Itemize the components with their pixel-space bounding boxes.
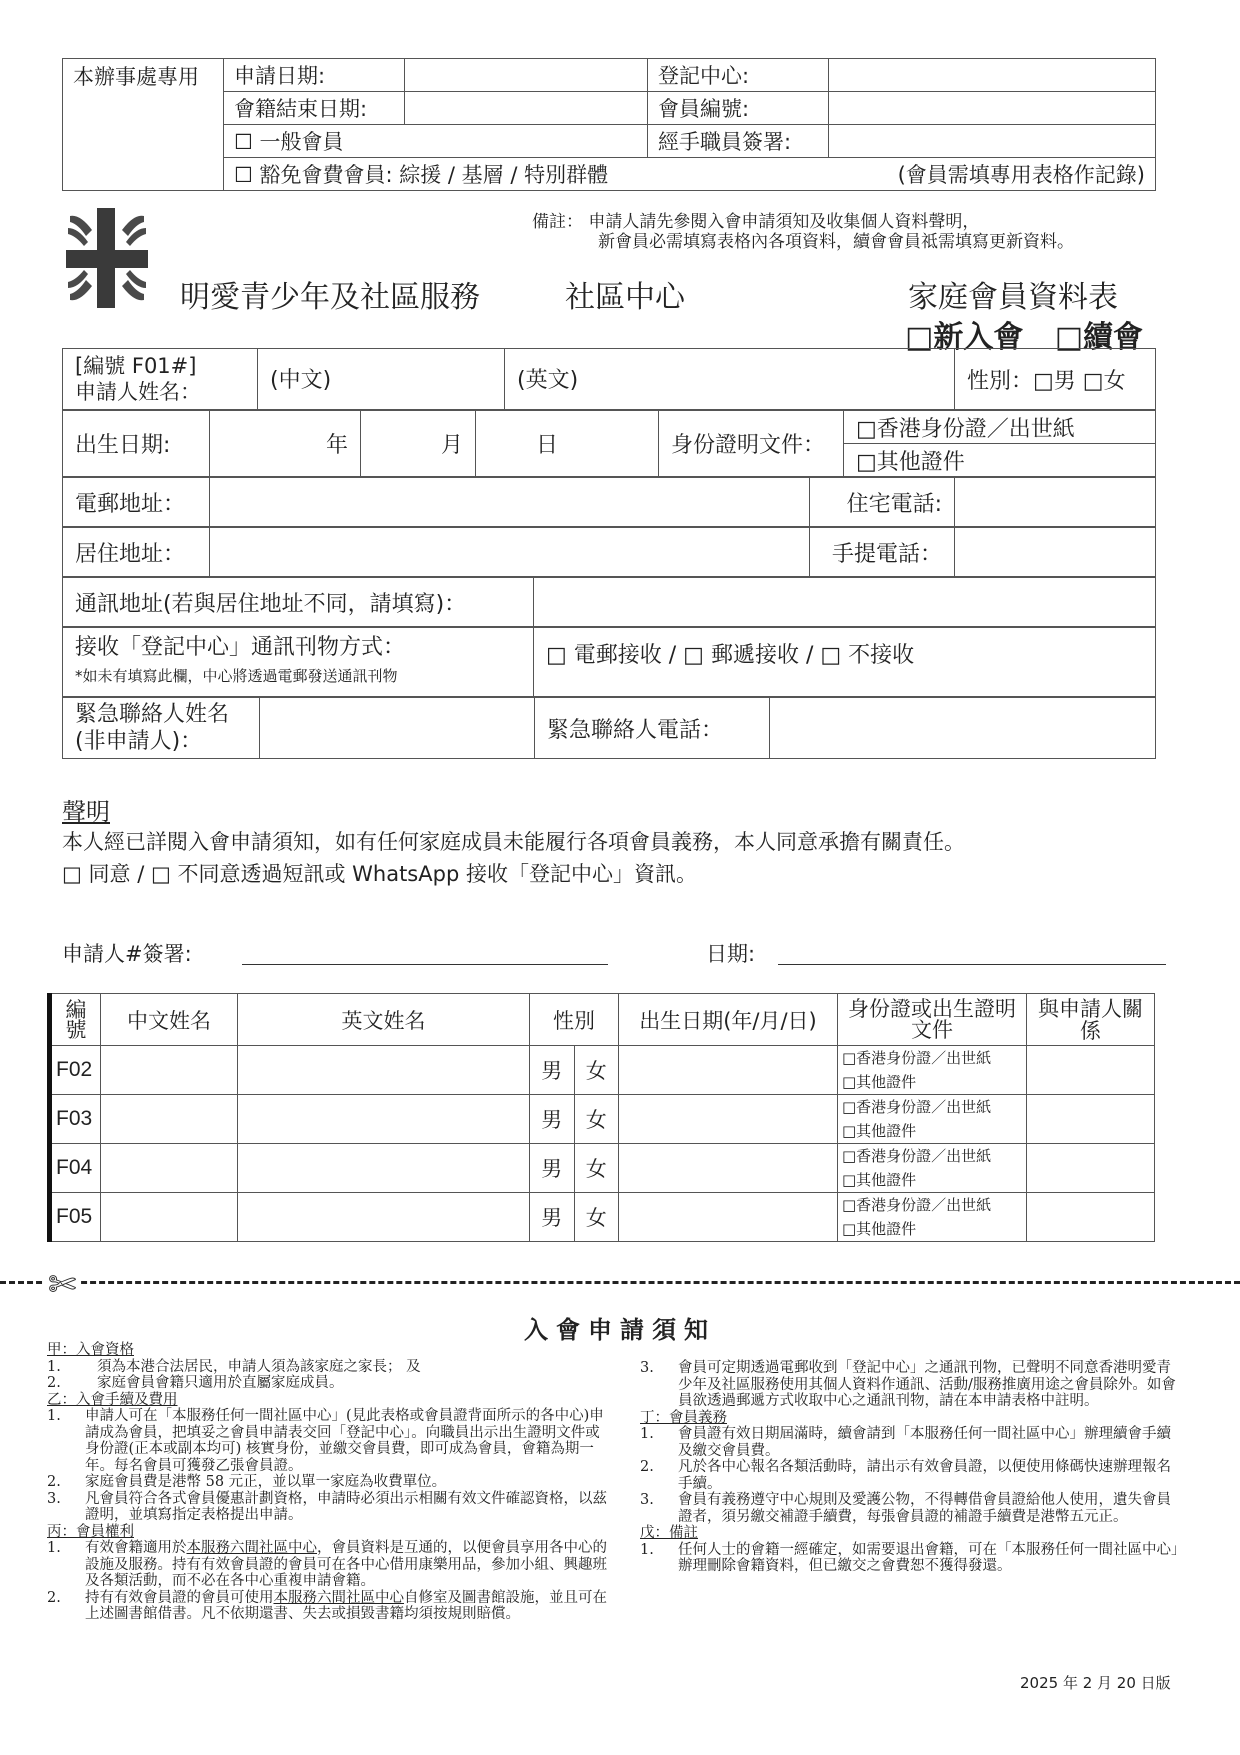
member-code: F02 bbox=[50, 1046, 101, 1095]
staff-sign-label: 經手職員簽署: bbox=[648, 125, 829, 158]
member-id-hkid-checkbox[interactable]: □香港身份證／出世紙 bbox=[842, 1098, 992, 1116]
member-id-other-checkbox[interactable]: □其他證件 bbox=[842, 1220, 917, 1238]
member-dob-field[interactable] bbox=[619, 1046, 838, 1095]
member-english-name-field[interactable] bbox=[238, 1095, 530, 1144]
family-member-row bbox=[50, 1193, 1155, 1242]
member-english-name-field[interactable] bbox=[238, 1193, 530, 1242]
section-obligations: 丁：會員義務 bbox=[640, 1409, 727, 1426]
mail-address-row bbox=[62, 577, 1156, 627]
dob-year[interactable]: 年 bbox=[210, 411, 361, 477]
note-line-2: 新會員必需填寫表格內各項資料，續會會員祗需填寫更新資料。 bbox=[598, 232, 1074, 252]
reg-center-label: 登記中心: bbox=[648, 59, 829, 92]
apply-date-field[interactable] bbox=[405, 59, 648, 92]
code-label: [編號 F01#] bbox=[75, 354, 197, 378]
member-id-hkid-checkbox[interactable]: □香港身份證／出世紙 bbox=[842, 1049, 992, 1067]
rights-item-1: 1. 有效會籍適用於本服務六間社區中心，會員資料是互通的，以便會員享用各中心的設施及服務。持有有效會員證的會員可在各中心借用康樂用品，參加小組、興趣班及各類活動，而不必在各中心重複申請會籍。 bbox=[47, 1540, 607, 1589]
receive-note: *如未有填寫此欄，中心將透過電郵發送通訊刊物 bbox=[75, 667, 398, 685]
header-relationship: 與申請人關係 bbox=[1027, 994, 1155, 1046]
member-english-name-field[interactable] bbox=[238, 1144, 530, 1193]
renewal-checkbox[interactable]: □續會 bbox=[1054, 320, 1144, 355]
applicant-name-row bbox=[62, 348, 1156, 410]
member-dob-field[interactable] bbox=[619, 1144, 838, 1193]
member-gender-female[interactable]: 女 bbox=[574, 1046, 619, 1095]
id-doc-label: 身份證明文件： bbox=[659, 411, 844, 477]
member-code: F04 bbox=[50, 1144, 101, 1193]
obligations-item-3: 3. 會員有義務遵守中心規則及愛護公物，不得轉借會員證給他人使用，遺失會員證者，須另繳交補證手續費，每張會員證的補證手續費是港幣五元正。 bbox=[640, 1492, 1171, 1525]
receive-row bbox=[62, 627, 1156, 697]
emergency-phone-label: 緊急聯絡人電話： bbox=[535, 698, 770, 759]
declaration-text: 本人經已詳閱入會申請須知，如有任何家庭成員未能履行各項會員義務，本人同意承擔有關責任。 bbox=[62, 830, 965, 854]
receive-label: 接收「登記中心」通訊刊物方式： bbox=[75, 635, 406, 660]
family-member-row bbox=[50, 1095, 1155, 1144]
center-name: 社區中心 bbox=[565, 280, 685, 315]
mobile-field[interactable] bbox=[955, 528, 1156, 577]
member-gender-male[interactable]: 男 bbox=[530, 1046, 575, 1095]
end-date-label: 會籍結束日期: bbox=[224, 92, 405, 125]
applicant-name-label bbox=[63, 349, 258, 410]
english-name-field[interactable]: (英文) bbox=[505, 349, 955, 410]
address-label: 居住地址： bbox=[63, 528, 210, 577]
exempt-member-checkbox[interactable]: ☐ 豁免會費會員: 綜援 / 基層 / 特別群體 bbox=[234, 163, 609, 187]
notice-right-column bbox=[640, 1360, 1180, 1575]
member-code: F05 bbox=[50, 1193, 101, 1242]
header-id-doc: 身份證或出生證明文件 bbox=[838, 994, 1027, 1046]
section-remarks: 戊：備註 bbox=[640, 1525, 698, 1541]
member-gender-female[interactable]: 女 bbox=[574, 1144, 619, 1193]
header-gender: 性別 bbox=[530, 994, 619, 1046]
emergency-row bbox=[62, 697, 1156, 759]
id-doc-other-checkbox[interactable]: □其他證件 bbox=[844, 444, 1156, 477]
cut-line bbox=[0, 1281, 1240, 1284]
receive-options[interactable]: □ 電郵接收 / □ 郵遞接收 / □ 不接收 bbox=[534, 628, 1156, 697]
rights-item-2: 2. 持有有效會員證的會員可使用本服務六間社區中心自修室及圖書館設施，並且可在上述圖書館借書。凡不依期還書、失去或損毀書籍均須按規則賠償。 bbox=[47, 1589, 607, 1622]
end-date-field[interactable] bbox=[405, 92, 648, 125]
office-use-label: 本辦事處專用 bbox=[63, 59, 224, 191]
dob-day[interactable]: 日 bbox=[476, 411, 659, 477]
header-dob: 出生日期(年/月/日) bbox=[619, 994, 838, 1046]
notice-title: 入會申請須知 bbox=[524, 1316, 716, 1344]
mail-address-label: 通訊地址(若與居住地址不同，請填寫)： bbox=[63, 578, 534, 627]
procedure-item-3: 3. 凡會員符合各式會員優惠計劃資格，申請時必須出示相關有效文件確認資格，以茲證明，並填寫指定表格提出申請。 bbox=[47, 1490, 607, 1523]
home-phone-label: 住宅電話: bbox=[810, 478, 955, 527]
mail-address-field[interactable] bbox=[534, 578, 1156, 627]
member-dob-field[interactable] bbox=[619, 1095, 838, 1144]
member-gender-male[interactable]: 男 bbox=[530, 1193, 575, 1242]
id-doc-hkid-checkbox[interactable]: □香港身份證／出世紙 bbox=[844, 411, 1156, 444]
obligations-item-1: 1. 會員證有效日期屆滿時，續會請到「本服務任何一間社區中心」辦理續會手續及繳交會員費。 bbox=[640, 1426, 1171, 1459]
family-member-row bbox=[50, 1144, 1155, 1193]
member-gender-male[interactable]: 男 bbox=[530, 1144, 575, 1193]
emergency-name-label-cell bbox=[63, 698, 260, 759]
signature-label: 申請人#簽署: bbox=[62, 942, 192, 966]
member-gender-male[interactable]: 男 bbox=[530, 1095, 575, 1144]
member-id-other-checkbox[interactable]: □其他證件 bbox=[842, 1171, 917, 1189]
eligibility-item-1: 1. 須為本港合法居民，申請人須為該家庭之家長； 及 bbox=[47, 1358, 421, 1375]
section-eligibility: 甲：入會資格 bbox=[47, 1342, 134, 1358]
staff-sign-field[interactable] bbox=[829, 125, 1156, 158]
dob-row bbox=[62, 410, 1156, 477]
apply-date-label: 申請日期: bbox=[224, 59, 405, 92]
member-code: F03 bbox=[50, 1095, 101, 1144]
exempt-note: (會員需填專用表格作記錄) bbox=[897, 163, 1145, 187]
member-id-doc-cell bbox=[838, 1144, 1027, 1193]
member-no-label: 會員編號: bbox=[648, 92, 829, 125]
exempt-member-row[interactable] bbox=[224, 158, 1156, 191]
declaration-heading: 聲明 bbox=[62, 798, 110, 826]
mobile-label: 手提電話： bbox=[810, 528, 955, 577]
form-title: 家庭會員資料表 bbox=[908, 280, 1118, 315]
receive-label-cell bbox=[63, 628, 534, 697]
member-dob-field[interactable] bbox=[619, 1193, 838, 1242]
section-rights: 丙：會員權利 bbox=[47, 1523, 134, 1540]
notice-left-column bbox=[47, 1342, 607, 1623]
rights-item-3: 3. 會員可定期透過電郵收到「登記中心」之通訊刊物，已聲明不同意香港明愛青少年及社區服務使用其個人資料作通訊、活動/服務推廣用途之會員除外。如會員欲透過郵遞方式收取中心之通訊刊物，請在本申請表格中註明。 bbox=[640, 1360, 1176, 1409]
member-chinese-name-field[interactable] bbox=[101, 1144, 238, 1193]
dob-month[interactable]: 月 bbox=[361, 411, 476, 477]
email-row bbox=[62, 477, 1156, 527]
obligations-item-2: 2. 凡於各中心報名各類活動時，請出示有效會員證，以便使用條碼快速辦理報名手續。 bbox=[640, 1459, 1171, 1492]
note-line-1: 備註： 申請人請先參閱入會申請須知及收集個人資料聲明， bbox=[532, 212, 980, 232]
emergency-name-label-2: (非申請人)： bbox=[75, 729, 203, 754]
home-phone-field[interactable] bbox=[955, 478, 1156, 527]
header-chinese-name: 中文姓名 bbox=[101, 994, 238, 1046]
reg-center-field[interactable] bbox=[829, 59, 1156, 92]
member-gender-female[interactable]: 女 bbox=[574, 1095, 619, 1144]
remarks-item-1: 1. 任何人士的會籍一經確定，如需要退出會籍，可在「本服務任何一間社區中心」辦理刪除會籍資料，但已繳交之會費恕不獲得發還。 bbox=[640, 1541, 1179, 1574]
address-row bbox=[62, 527, 1156, 577]
member-no-field[interactable] bbox=[829, 92, 1156, 125]
gender-checkbox-group[interactable]: 性別：□男 □女 bbox=[955, 349, 1156, 410]
member-id-hkid-checkbox[interactable]: □香港身份證／出世紙 bbox=[842, 1147, 992, 1165]
header-note bbox=[532, 212, 1074, 252]
member-chinese-name-field[interactable] bbox=[101, 1046, 238, 1095]
member-id-doc-cell bbox=[838, 1046, 1027, 1095]
signature-line[interactable] bbox=[242, 964, 608, 965]
email-label: 電郵地址： bbox=[63, 478, 210, 527]
email-field[interactable] bbox=[210, 478, 810, 527]
caritas-logo-icon bbox=[66, 208, 148, 308]
date-line[interactable] bbox=[778, 964, 1166, 965]
header-code: 編號 bbox=[50, 994, 101, 1046]
member-english-name-field[interactable] bbox=[238, 1046, 530, 1095]
office-use-table bbox=[62, 58, 1156, 191]
procedure-item-1: 1. 申請人可在「本服務任何一間社區中心」(見此表格或會員證背面所示的各中心)申請成為會員，把填妥之會員申請表交回「登記中心」。向職員出示出生證明文件或身份證(正本或副本均可) 核實身份，並繳交會員費，即可成為會員，會籍為期一年。每名會員可獲發乙張會員證。 bbox=[47, 1408, 604, 1474]
emergency-phone-field[interactable] bbox=[770, 698, 1156, 759]
chinese-name-field[interactable]: (中文) bbox=[258, 349, 505, 410]
member-id-doc-cell bbox=[838, 1193, 1027, 1242]
member-id-doc-cell bbox=[838, 1095, 1027, 1144]
procedure-item-2: 2. 家庭會員費是港幣 58 元正，並以單一家庭為收費單位。 bbox=[47, 1474, 447, 1490]
address-field[interactable] bbox=[210, 528, 810, 577]
header-english-name: 英文姓名 bbox=[238, 994, 530, 1046]
member-gender-female[interactable]: 女 bbox=[574, 1193, 619, 1242]
general-member-checkbox[interactable]: ☐ 一般會員 bbox=[224, 125, 648, 158]
family-member-row bbox=[50, 1046, 1155, 1095]
member-relationship-field[interactable] bbox=[1027, 1095, 1155, 1144]
new-member-checkbox[interactable]: □新入會 bbox=[905, 320, 1024, 355]
organization-name: 明愛青少年及社區服務 bbox=[180, 280, 480, 315]
eligibility-item-2: 2. 家庭會員會籍只適用於直屬家庭成員。 bbox=[47, 1375, 344, 1391]
member-id-other-checkbox[interactable]: □其他證件 bbox=[842, 1122, 917, 1140]
dob-label: 出生日期: bbox=[63, 411, 210, 477]
emergency-name-label: 緊急聯絡人姓名 bbox=[75, 702, 230, 727]
version-date: 2025 年 2 月 20 日版 bbox=[1020, 1674, 1171, 1692]
member-relationship-field[interactable] bbox=[1027, 1144, 1155, 1193]
emergency-name-field[interactable] bbox=[260, 698, 535, 759]
scissors-icon: ✄ bbox=[44, 1265, 81, 1305]
section-procedure: 乙：入會手續及費用 bbox=[47, 1391, 178, 1408]
member-relationship-field[interactable] bbox=[1027, 1046, 1155, 1095]
family-members-table bbox=[47, 993, 1155, 1242]
date-label: 日期: bbox=[706, 942, 756, 966]
name-label: 申請人姓名： bbox=[75, 380, 201, 404]
consent-checkbox-group[interactable]: □ 同意 / □ 不同意透過短訊或 WhatsApp 接收「登記中心」資訊。 bbox=[62, 862, 697, 886]
member-chinese-name-field[interactable] bbox=[101, 1193, 238, 1242]
member-id-hkid-checkbox[interactable]: □香港身份證／出世紙 bbox=[842, 1196, 992, 1214]
member-chinese-name-field[interactable] bbox=[101, 1095, 238, 1144]
member-relationship-field[interactable] bbox=[1027, 1193, 1155, 1242]
member-id-other-checkbox[interactable]: □其他證件 bbox=[842, 1073, 917, 1091]
